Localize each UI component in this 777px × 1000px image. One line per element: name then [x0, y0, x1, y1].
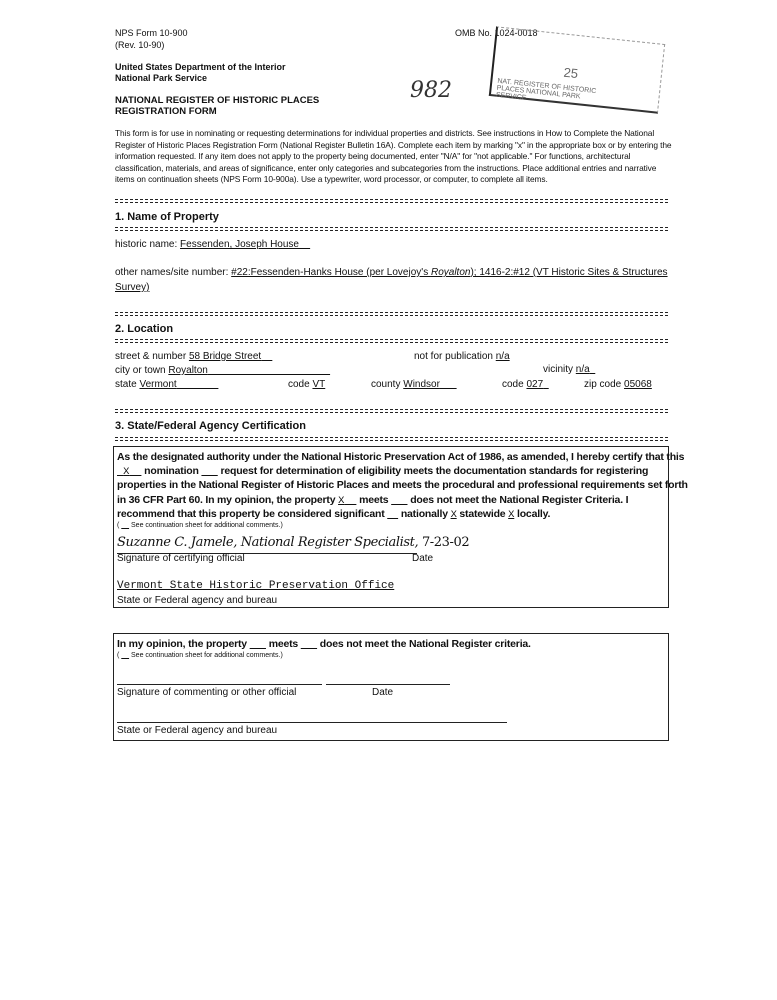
agency-label: State or Federal agency and bureau	[117, 725, 278, 736]
form-revision: (Rev. 10-90)	[115, 40, 165, 50]
section-heading: 1. Name of Property	[115, 211, 219, 223]
divider	[115, 227, 668, 231]
signature-date: 7-23-02	[421, 535, 470, 550]
meets-mark: X	[338, 495, 345, 507]
other-names-value: #22:Fessenden-Hanks House (per Lovejoy's Royalton); 1416-2:#12 (VT Historic Sites & Structures	[231, 267, 668, 278]
county-code-label: code	[502, 379, 524, 390]
department: United States Department of the Interior	[115, 62, 286, 72]
statewide-mark: X	[450, 509, 457, 521]
locally-mark: X	[508, 509, 515, 521]
agency-line	[117, 722, 507, 723]
vicinity-label: vicinity	[543, 364, 574, 375]
nfp-label: not for publication	[414, 351, 493, 362]
nfp-value: n/a	[495, 351, 510, 362]
continuation-note: ( See continuation sheet for additional comments.)	[117, 652, 283, 659]
city-value: Royalton	[168, 365, 208, 376]
state-code-value: VT	[312, 379, 326, 390]
street-label: street & number	[115, 351, 187, 362]
historic-name-label: historic name:	[115, 239, 178, 250]
date-line	[326, 684, 450, 685]
certification-box: As the designated authority under the National Historic Preservation Act of 1986, as amended, I hereby certify that this X nomination request for determination of eligibility meets the documentation standards for registering properties in the National Register of Historic Places and meets the procedural and professional requirements set forth in 36 CFR Part 60. In my opinion, the property X meets does not meet the National Register Criteria. I recommend that this property be considered significant nationally X statewide X locally. ( See continuation sheet for additional comments.) Suzanne C. Jamele, National Register Specialist, 7-23-02 Signature of certifying official Date Vermont State Historic Preservation Office State or Federal agency and bureau	[113, 446, 669, 608]
divider	[115, 312, 668, 316]
divider	[115, 437, 668, 441]
date-label: Date	[372, 687, 394, 698]
agency-label: State or Federal agency and bureau	[117, 595, 278, 606]
state-label: state	[115, 379, 137, 390]
signature: Suzanne C. Jamele, National Register Specialist, 7-23-02	[117, 535, 470, 550]
other-names-field	[115, 267, 668, 278]
other-names-value-cont: Survey)	[115, 282, 150, 293]
omb-number: OMB No. 1024-0018	[455, 28, 538, 38]
state-value: Vermont	[139, 379, 177, 390]
form-subtitle: REGISTRATION FORM	[115, 106, 217, 117]
historic-name-field	[115, 239, 310, 250]
divider	[115, 409, 668, 413]
cert-text: properties in the National Register of Historic Places and meets the procedural and professional requirements set forth	[117, 479, 688, 491]
historic-name-value: Fessenden, Joseph House	[180, 239, 299, 250]
stamp-number: 25	[562, 64, 579, 82]
vicinity-value: n/a	[575, 364, 590, 375]
other-names-label: other names/site number:	[115, 267, 229, 278]
county-label: county	[371, 379, 401, 390]
county-code-value: 027	[526, 379, 544, 390]
signature-label: Signature of certifying official	[117, 553, 245, 564]
form-title: NATIONAL REGISTER OF HISTORIC PLACES	[115, 95, 320, 106]
stamp-text: NAT. REGISTER OF HISTORIC PLACES NATIONAL PARK SERVICE	[495, 77, 597, 102]
divider	[115, 199, 668, 203]
nomination-mark: X	[123, 466, 130, 478]
handwritten-number: 982	[410, 78, 452, 103]
section-heading: 2. Location	[115, 323, 174, 335]
agency-value: Vermont State Historic Preservation Office	[117, 580, 395, 592]
date-label: Date	[412, 553, 434, 564]
instructions: This form is for use in nominating or requesting determinations for individual properties and districts. See instructions in How to Complete the National Register of Historic Places Registration Form (National Register Bulletin 16A). Complete each item by marking "x" in the appropriate box or by entering the information requested. If any item does not apply to the property being documented, enter "N/A" for "not applicable." For functions, architectural classification, materials, and areas of significance, enter only categories and subcategories from the instructions. Place additional entries and narrative items on continuation sheets (NPS Form 10-900a). Use a typewriter, word processor, or computer, to complete all items.	[115, 128, 672, 184]
zip-value: 05068	[624, 379, 652, 390]
service: National Park Service	[115, 73, 208, 83]
signature-line	[117, 684, 322, 685]
form-number: NPS Form 10-900	[115, 28, 188, 38]
section-heading: 3. State/Federal Agency Certification	[115, 420, 306, 432]
received-stamp	[489, 26, 665, 113]
street-value: 58 Bridge Street	[188, 351, 262, 362]
divider	[115, 339, 668, 343]
opinion-box: In my opinion, the property meets does not meet the National Register criteria. ( See continuation sheet for additional comments.) Signature of commenting or other official Date State or Federal agency and bureau	[113, 633, 669, 741]
signature-label: Signature of commenting or other official	[117, 687, 297, 698]
city-label: city or town	[115, 365, 166, 376]
zip-label: zip code	[584, 379, 622, 390]
county-value: Windsor	[403, 379, 440, 390]
state-code-label: code	[288, 379, 310, 390]
cert-text: As the designated authority under the National Historic Preservation Act of 1986, as amended, I hereby certify that this	[117, 451, 685, 463]
continuation-note: ( See continuation sheet for additional comments.)	[117, 522, 283, 529]
